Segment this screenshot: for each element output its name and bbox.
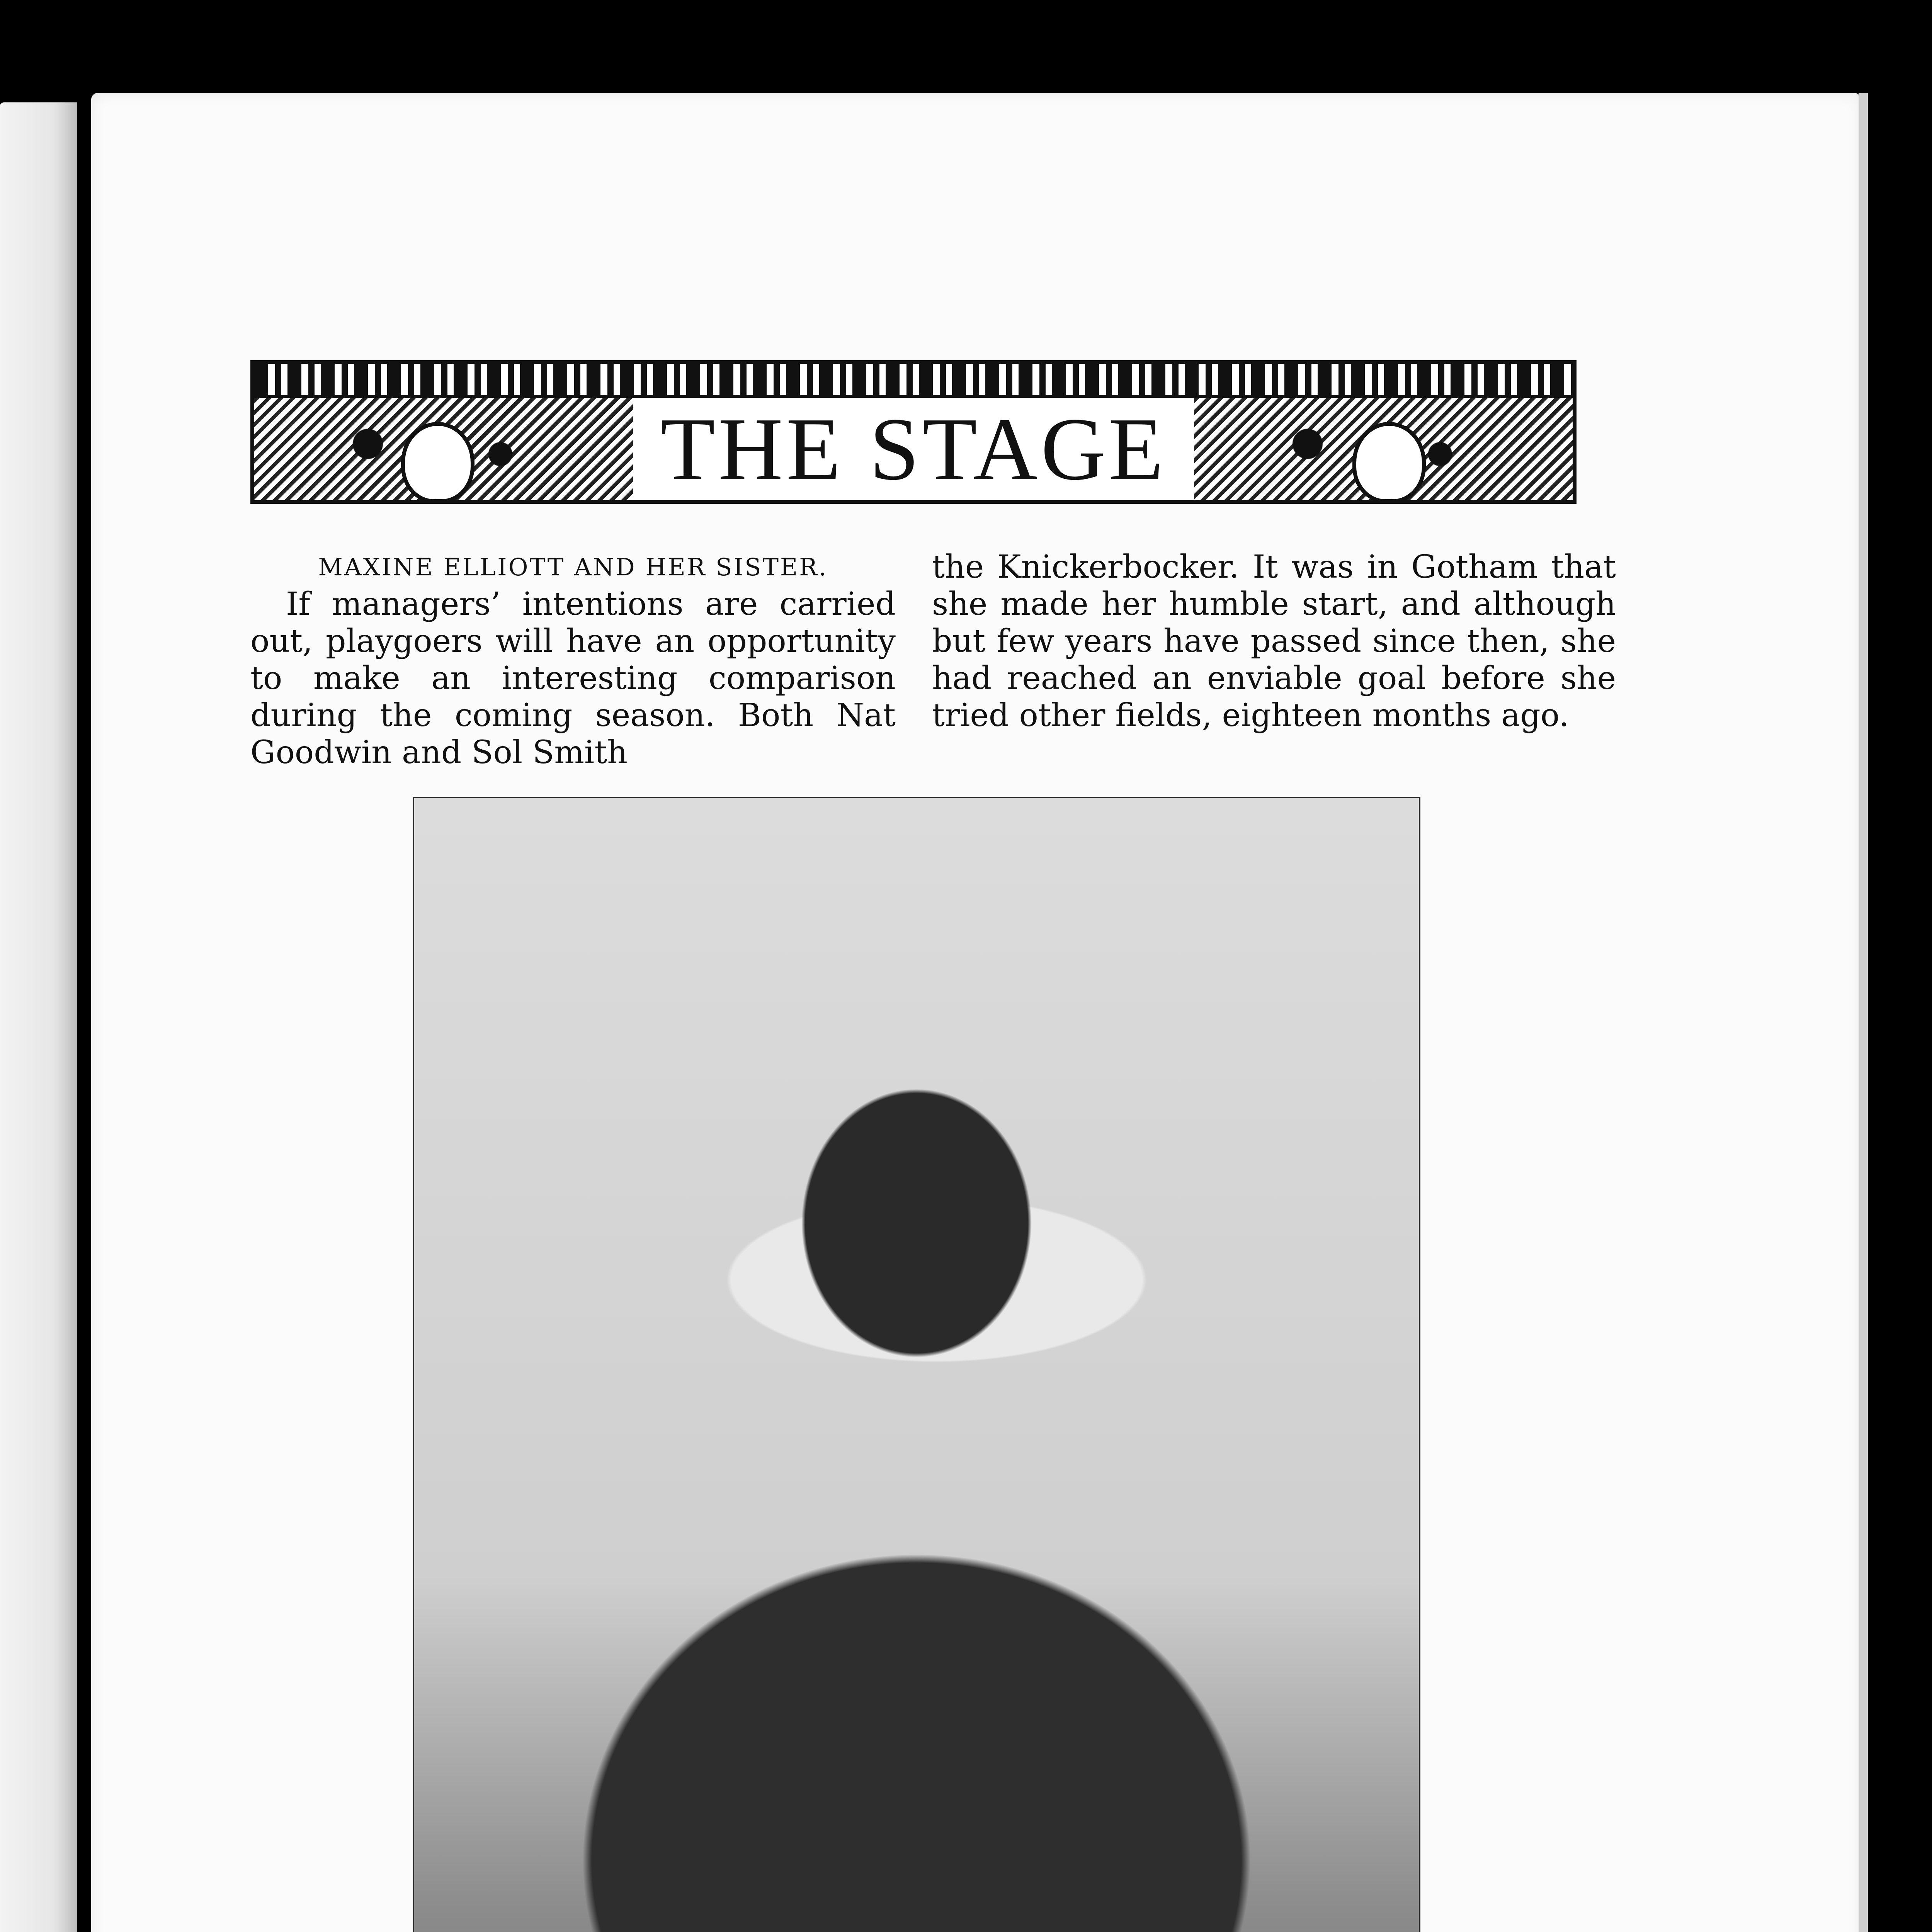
- comedy-mask-icon: [401, 422, 474, 503]
- column-left-top: [250, 549, 896, 771]
- article-headline: MAXINE ELLIOTT AND HER SISTER.: [318, 553, 828, 581]
- tragedy-mask-icon: [1352, 422, 1426, 503]
- portrait-photograph: [413, 797, 1420, 1932]
- column-right-top: [932, 549, 1616, 734]
- page-right-edge: [1859, 93, 1868, 1932]
- banner-ornament-border: [254, 364, 1573, 398]
- section-title: THE STAGE: [633, 398, 1194, 500]
- facing-page-edge: [0, 102, 77, 1932]
- section-banner: [250, 360, 1577, 504]
- paragraph-right-top: the Knickerbocker. It was in Gotham that she made her humble start, and although but few years have passed since then, she had reached an enviable goal before she tried other fields, eighteen months ago.: [932, 549, 1616, 734]
- paragraph-left-top: If managers’ intentions are carried out, playgoers will have an opportunity to make an interesting comparison during the coming season. Both Nat Goodwin and Sol Smith: [250, 586, 896, 771]
